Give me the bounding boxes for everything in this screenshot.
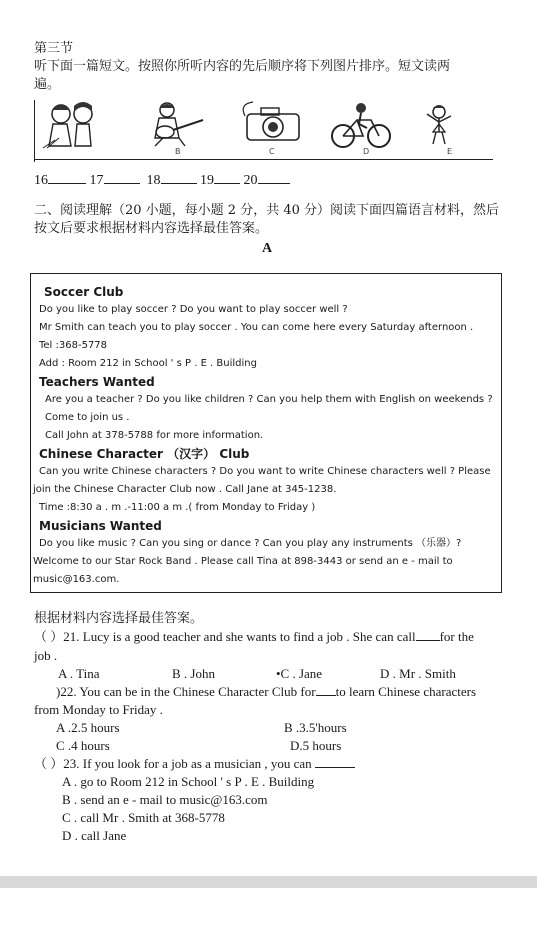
- questions-heading: 根据材料内容选择最佳答案。: [34, 611, 204, 626]
- q21-option-b[interactable]: B . John: [172, 666, 215, 681]
- q22-option-a[interactable]: A .2.5 hours: [56, 720, 120, 735]
- musicians-line: Do you like music ? Can you sing or dance ? Can you play any instruments （乐器）?: [39, 538, 462, 549]
- question-21-text: （ ）21. Lucy is a good teacher and she wants to find a job . She can call: [34, 629, 416, 644]
- dancing-girl-icon: [419, 100, 489, 152]
- ads-box: [30, 273, 502, 593]
- teachers-wanted-title: Teachers Wanted: [39, 375, 155, 389]
- answer-blanks: [34, 171, 290, 189]
- question-21: [34, 628, 474, 646]
- camera-icon: [239, 100, 309, 152]
- q21-option-d[interactable]: D . Mr . Smith: [380, 666, 456, 681]
- blank-number: 18: [146, 173, 161, 188]
- q21-option-a[interactable]: A . Tina: [58, 666, 100, 681]
- question-22-cont: from Monday to Friday .: [34, 702, 163, 717]
- question-22-text: )22. You can be in the Chinese Character Club for: [56, 684, 316, 699]
- blank-number: 19: [200, 173, 214, 188]
- picture-b: [145, 100, 215, 158]
- musicians-wanted-title: Musicians Wanted: [39, 519, 162, 533]
- q23-option-d[interactable]: D . call Jane: [62, 828, 127, 843]
- soccer-club-title: Soccer Club: [44, 285, 124, 299]
- picture-label-b: B: [175, 147, 181, 156]
- question-21-cont: job .: [34, 648, 58, 663]
- q22-option-d[interactable]: D.5 hours: [290, 738, 342, 753]
- soccer-line: Do you like to play soccer ? Do you want to play soccer well ?: [39, 304, 348, 315]
- section-title: 第三节: [34, 41, 74, 56]
- reading-instruction-line-1: 二、阅读理解（20 小题，每小题 2 分，共 40 分）阅读下面四篇语言材料，然后: [34, 203, 500, 218]
- picture-strip: [34, 100, 493, 162]
- blank-number: 17: [89, 173, 104, 188]
- blank-number: 16: [34, 173, 48, 188]
- picture-a: [41, 100, 111, 158]
- q23-option-b[interactable]: B . send an e - mail to music@163.com: [62, 792, 268, 807]
- q23-option-a[interactable]: A . go to Room 212 in School ' s P . E . Building: [62, 774, 315, 789]
- question-23-text: （ ）23. If you look for a job as a musician , you can: [34, 756, 312, 771]
- answer-blank-19[interactable]: [214, 171, 240, 184]
- musicians-line: Welcome to our Star Rock Band . Please call Tina at 898-3443 or send an e - mail to: [33, 556, 453, 567]
- teachers-line: Call John at 378-5788 for more information.: [45, 430, 264, 441]
- passage-label: A: [262, 241, 273, 256]
- soccer-line: Add : Room 212 in School ' s P . E . Building: [39, 358, 257, 369]
- question-23: [34, 755, 355, 773]
- listening-instruction: [34, 58, 504, 94]
- picture-label-c: C: [269, 147, 275, 156]
- teachers-line: Are you a teacher ? Do you like children ? Can you help them with English on weekends ?: [45, 394, 493, 405]
- question-22-blank[interactable]: [316, 684, 336, 696]
- reading-section-header: [34, 202, 514, 238]
- instruction-line-1: 听下面一篇短文。按照你所听内容的先后顺序将下列图片排序。短文读两: [34, 59, 451, 74]
- chinese-club-title: Chinese Character （汉字） Club: [39, 447, 250, 461]
- answer-blank-17[interactable]: [104, 171, 140, 184]
- answer-blank-20[interactable]: [258, 171, 290, 184]
- answer-blank-16[interactable]: [48, 171, 86, 184]
- chinese-line: Can you write Chinese characters ? Do you want to write Chinese characters well ? Please: [39, 466, 491, 477]
- musicians-line: music@163.com.: [33, 574, 120, 585]
- question-21-blank[interactable]: [416, 629, 440, 641]
- question-22: [56, 683, 476, 701]
- picture-label-d: D: [363, 147, 370, 156]
- question-23-blank[interactable]: [315, 756, 355, 768]
- question-22-text-end: to learn Chinese characters: [335, 684, 476, 699]
- reading-instruction-line-2: 按文后要求根据材料内容选择最佳答案。: [34, 221, 269, 236]
- question-21-text-end: for the: [439, 629, 474, 644]
- bicycle-icon: [327, 100, 397, 152]
- instruction-line-2: 遍。: [34, 77, 61, 92]
- chinese-line: join the Chinese Character Club now . Call Jane at 345-1238.: [33, 484, 337, 495]
- picture-label-e: E: [447, 147, 453, 156]
- picture-e: [419, 100, 489, 158]
- girl-boy-icon: [41, 100, 107, 152]
- guitar-icon: [145, 100, 211, 152]
- soccer-line: Mr Smith can teach you to play soccer . You can come here every Saturday afternoon .: [39, 322, 474, 333]
- answer-blank-18[interactable]: [161, 171, 197, 184]
- q23-option-c[interactable]: C . call Mr . Smith at 368-5778: [62, 810, 225, 825]
- q22-option-c[interactable]: C .4 hours: [56, 738, 110, 753]
- chinese-line: Time :8:30 a . m .-11:00 a m .( from Monday to Friday ): [39, 502, 316, 513]
- q21-option-c[interactable]: •C . Jane: [276, 666, 323, 681]
- q22-option-b[interactable]: B .3.5'hours: [284, 720, 347, 735]
- soccer-line: Tel :368-5778: [39, 340, 108, 351]
- blank-number: 20: [243, 173, 258, 188]
- teachers-line: Come to join us .: [45, 412, 130, 423]
- page-footer-bar: [0, 876, 537, 888]
- picture-c: [239, 100, 309, 158]
- picture-d: [327, 100, 397, 158]
